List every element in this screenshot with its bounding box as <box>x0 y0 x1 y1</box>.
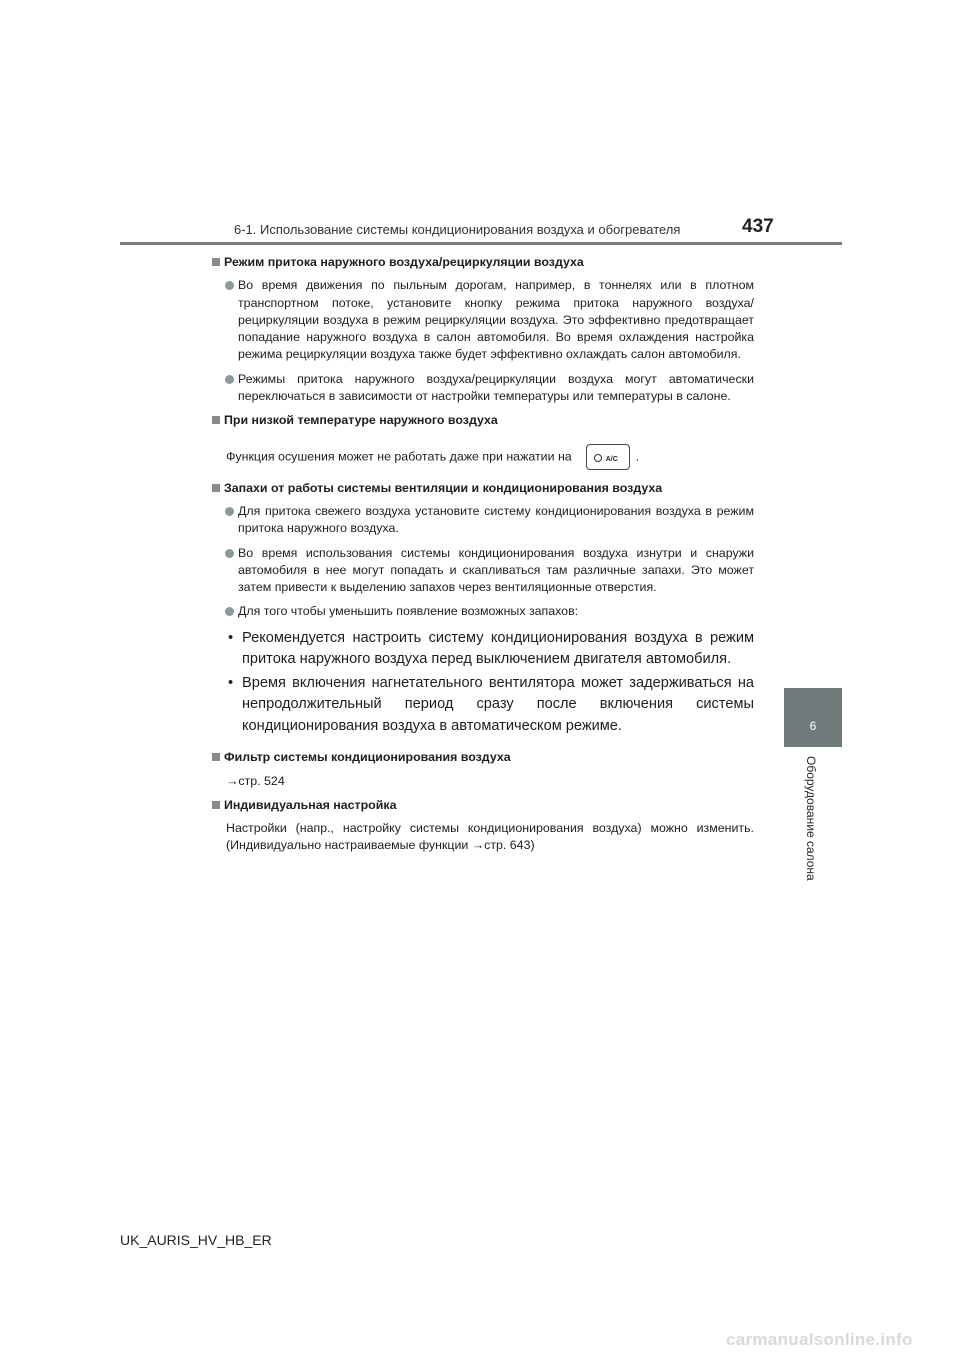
list-item-text: Во время использования системы кондиционирования воздуха изнутри и снаружи автомобиля в нее могут попадать и скапливаться там различные запахи. Это может затем привести к выделению запахов через вентиляционные отверстия. <box>238 545 754 595</box>
square-bullet-icon <box>212 753 220 761</box>
chapter-title: 6-1. Использование системы кондиционирования воздуха и обогревателя <box>234 222 681 237</box>
page-number: 437 <box>742 216 774 237</box>
chapter-tab[interactable] <box>784 688 842 747</box>
watermark: carmanualsonline.info <box>726 1330 913 1349</box>
section-heading-text: Индивидуальная настройка <box>224 797 397 812</box>
sub-bullet-marker: • <box>228 674 234 691</box>
list-item <box>212 277 754 363</box>
chapter-side-caption-text: Оборудование салона <box>804 756 818 881</box>
sub-list-item <box>212 628 754 671</box>
page-reference-text[interactable]: →стр. 524 <box>226 773 285 788</box>
list-item-text: Для притока свежего воздуха установите систему кондиционирования воздуха в режим притока наружного воздуха. <box>238 503 754 536</box>
section-heading <box>212 480 754 497</box>
paragraph-text-end: . <box>635 448 640 463</box>
indicator-lamp-icon <box>594 454 602 462</box>
section-heading <box>212 797 754 814</box>
list-item-text: Режимы притока наружного воздуха/рециркуляции воздуха могут автоматически переключаться в зависимости от настройки температуры или температуры в салоне. <box>238 371 754 404</box>
sub-list-item-text: Рекомендуется настроить систему кондиционирования воздуха в режим притока наружного воздуха перед выключением двигателя автомобиля. <box>242 629 754 668</box>
section-heading <box>212 749 754 766</box>
section-heading-text: Режим притока наружного воздуха/рециркуляции воздуха <box>224 255 584 269</box>
section-heading-text: Фильтр системы кондиционирования воздуха <box>224 750 511 765</box>
round-bullet-icon <box>225 281 234 290</box>
sub-bullet-marker: • <box>228 629 234 646</box>
round-bullet-icon <box>225 549 234 558</box>
sub-list-item <box>212 673 754 738</box>
paragraph-text: Функция осушения может не работать даже при нажатии на <box>226 448 572 463</box>
list-item-text: Для того чтобы уменьшить появление возможных запахов: <box>238 604 579 619</box>
square-bullet-icon <box>212 801 220 809</box>
square-bullet-icon <box>212 258 220 266</box>
list-item-text: Во время движения по пыльным дорогам, например, в тоннелях или в плотном транспортном потоке, установите кнопку режима притока наружного воздуха/рециркуляции воздуха в режим рециркуляции воздуха. Это эффективно предотвращает попадание наружного воздуха в салон автомобиля. Во время охлаждения настройка режима рециркуляции воздуха также будет эффективно охлаждать салон автомобиля. <box>238 278 754 362</box>
list-item <box>212 503 754 538</box>
list-item <box>212 545 754 597</box>
page-content <box>212 254 754 862</box>
list-item <box>212 603 754 620</box>
round-bullet-icon <box>225 507 234 516</box>
header-divider <box>120 242 842 245</box>
page-reference[interactable] <box>212 773 754 790</box>
ac-button-icon <box>586 444 630 470</box>
ac-button-label: A/C <box>605 455 618 463</box>
chapter-tab-number: 6 <box>809 719 817 733</box>
section-heading-text: Запахи от работы системы вентиляции и кондиционирования воздуха <box>224 480 663 495</box>
section-heading-text: При низкой температуре наружного воздуха <box>224 413 498 428</box>
sub-list-item-text: Время включения нагнетательного вентилятора может задерживаться на непродолжительный период сразу после включения системы кондиционирования воздуха в автоматическом режиме. <box>242 674 754 734</box>
round-bullet-icon <box>225 375 234 384</box>
paragraph <box>212 820 754 855</box>
section-heading <box>212 412 754 429</box>
document-code: UK_AURIS_HV_HB_ER <box>120 1232 272 1248</box>
square-bullet-icon <box>212 484 220 492</box>
list-item <box>212 371 754 406</box>
round-bullet-icon <box>225 607 234 616</box>
section-heading <box>212 254 754 271</box>
paragraph-text: Настройки (напр., настройку системы кондиционирования воздуха) можно изменить. (Индивидуально настраиваемые функции →стр. 643) <box>226 821 754 853</box>
square-bullet-icon <box>212 416 220 424</box>
chapter-side-caption <box>802 756 822 886</box>
paragraph <box>212 444 754 470</box>
